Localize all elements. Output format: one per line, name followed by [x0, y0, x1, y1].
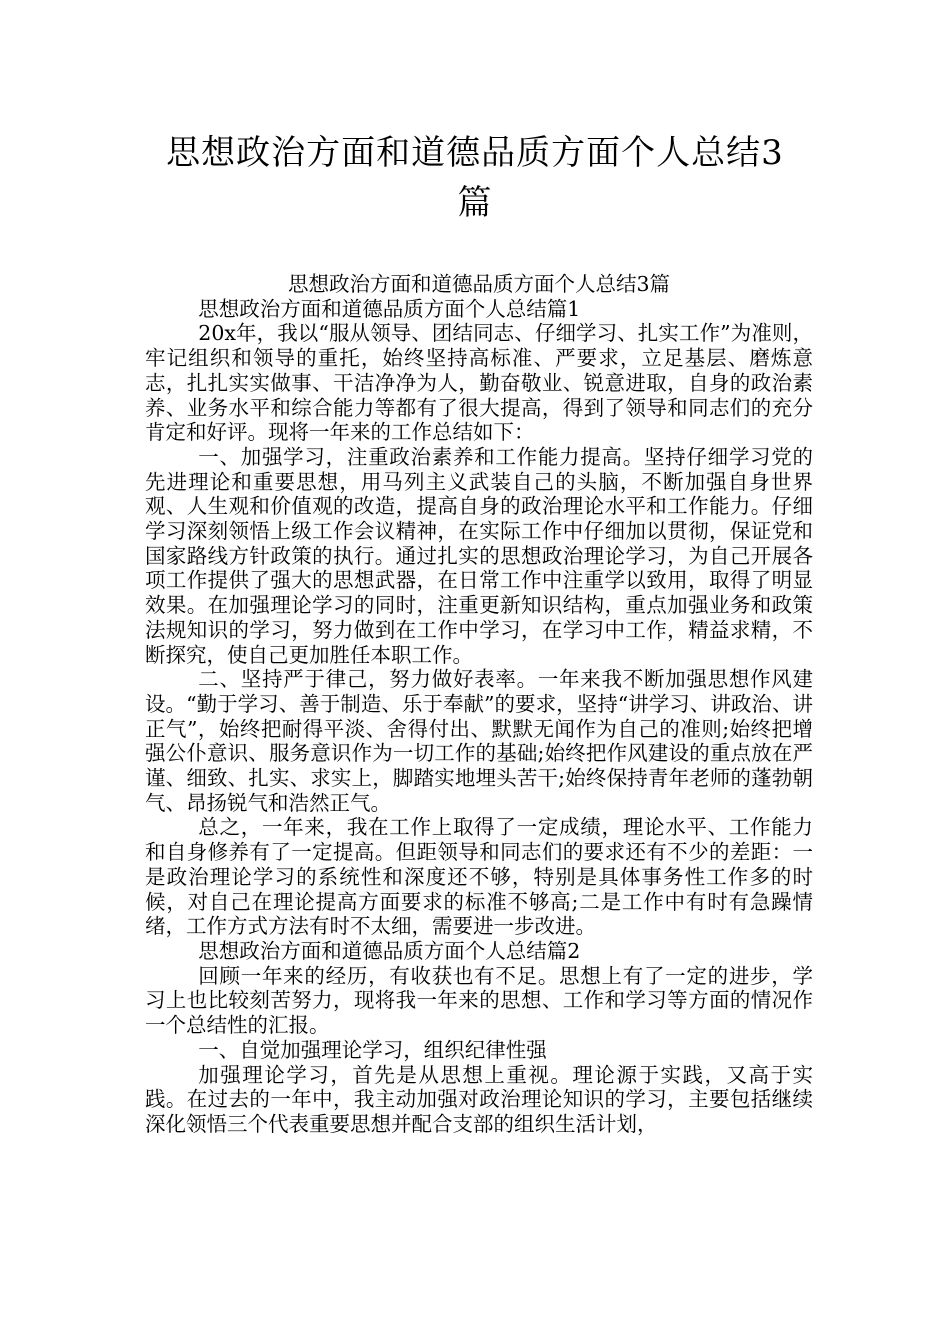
document-body [145, 272, 813, 1137]
paragraph: 20x年，我以“服从领导、团结同志、仔细学习、扎实工作”为准则，牢记组织和领导的重托，始终坚持高标准、严要求，立足基层、磨炼意志，扎扎实实做事、干洁净净为人，勤奋敬业、锐意进取，自身的政治素养、业务水平和综合能力等都有了很大提高，得到了领导和同志们的充分肯定和好评。现将一年来的工作总结如下： [145, 321, 813, 445]
section-heading: 思想政治方面和道德品质方面个人总结篇1 [198, 296, 581, 321]
paragraph: 一、自觉加强理论学习，组织纪律性强 [198, 1037, 547, 1062]
section-heading: 思想政治方面和道德品质方面个人总结篇2 [198, 938, 581, 963]
document-subtitle: 思想政治方面和道德品质方面个人总结3篇 [287, 272, 671, 296]
paragraph: 总之，一年来，我在工作上取得了一定成绩，理论水平、工作能力和自身修养有了一定提高。但距领导和同志们的要求还有不少的差距：一是政治理论学习的系统性和深度还不够，特别是具体事务性工作多的时候，对自己在理论提高方面要求的标准不够高;二是工作中有时有急躁情绪，工作方式方法有时不太细，需要进一步改进。 [145, 815, 813, 939]
paragraph: 一、加强学习，注重政治素养和工作能力提高。坚持仔细学习党的先进理论和重要思想，用马列主义武装自己的头脑，不断加强自身世界观、人生观和价值观的改造，提高自身的政治理论水平和工作能力。仔细学习深刻领悟上级工作会议精神，在实际工作中仔细加以贯彻，保证党和国家路线方针政策的执行。通过扎实的思想政治理论学习，为自己开展各项工作提供了强大的思想武器，在日常工作中注重学以致用，取得了明显效果。在加强理论学习的同时，注重更新知识结构，重点加强业务和政策法规知识的学习，努力做到在工作中学习，在学习中工作，精益求精，不断探究，使自己更加胜任本职工作。 [145, 444, 813, 667]
paragraph: 加强理论学习，首先是从思想上重视。理论源于实践，又高于实践。在过去的一年中，我主动加强对政治理论知识的学习，主要包括继续深化领悟三个代表重要思想并配合支部的组织生活计划， [145, 1062, 813, 1136]
paragraph: 回顾一年来的经历，有收获也有不足。思想上有了一定的进步，学习上也比较刻苦努力，现将我一年来的思想、工作和学习等方面的情况作一个总结性的汇报。 [145, 963, 813, 1038]
document-title: 思想政治方面和道德品质方面个人总结3篇 [166, 133, 784, 223]
paragraph: 二、坚持严于律己，努力做好表率。一年来我不断加强思想作风建设。“勤于学习、善于制造、乐于奉献”的要求，坚持“讲学习、讲政治、讲正气”，始终把耐得平淡、舍得付出、默默无闻作为自己的准则;始终把增强公仆意识、服务意识作为一切工作的基础;始终把作风建设的重点放在严谨、细致、扎实、求实上，脚踏实地埋头苦干;始终保持青年老师的蓬勃朝气、昂扬锐气和浩然正气。 [145, 667, 813, 815]
